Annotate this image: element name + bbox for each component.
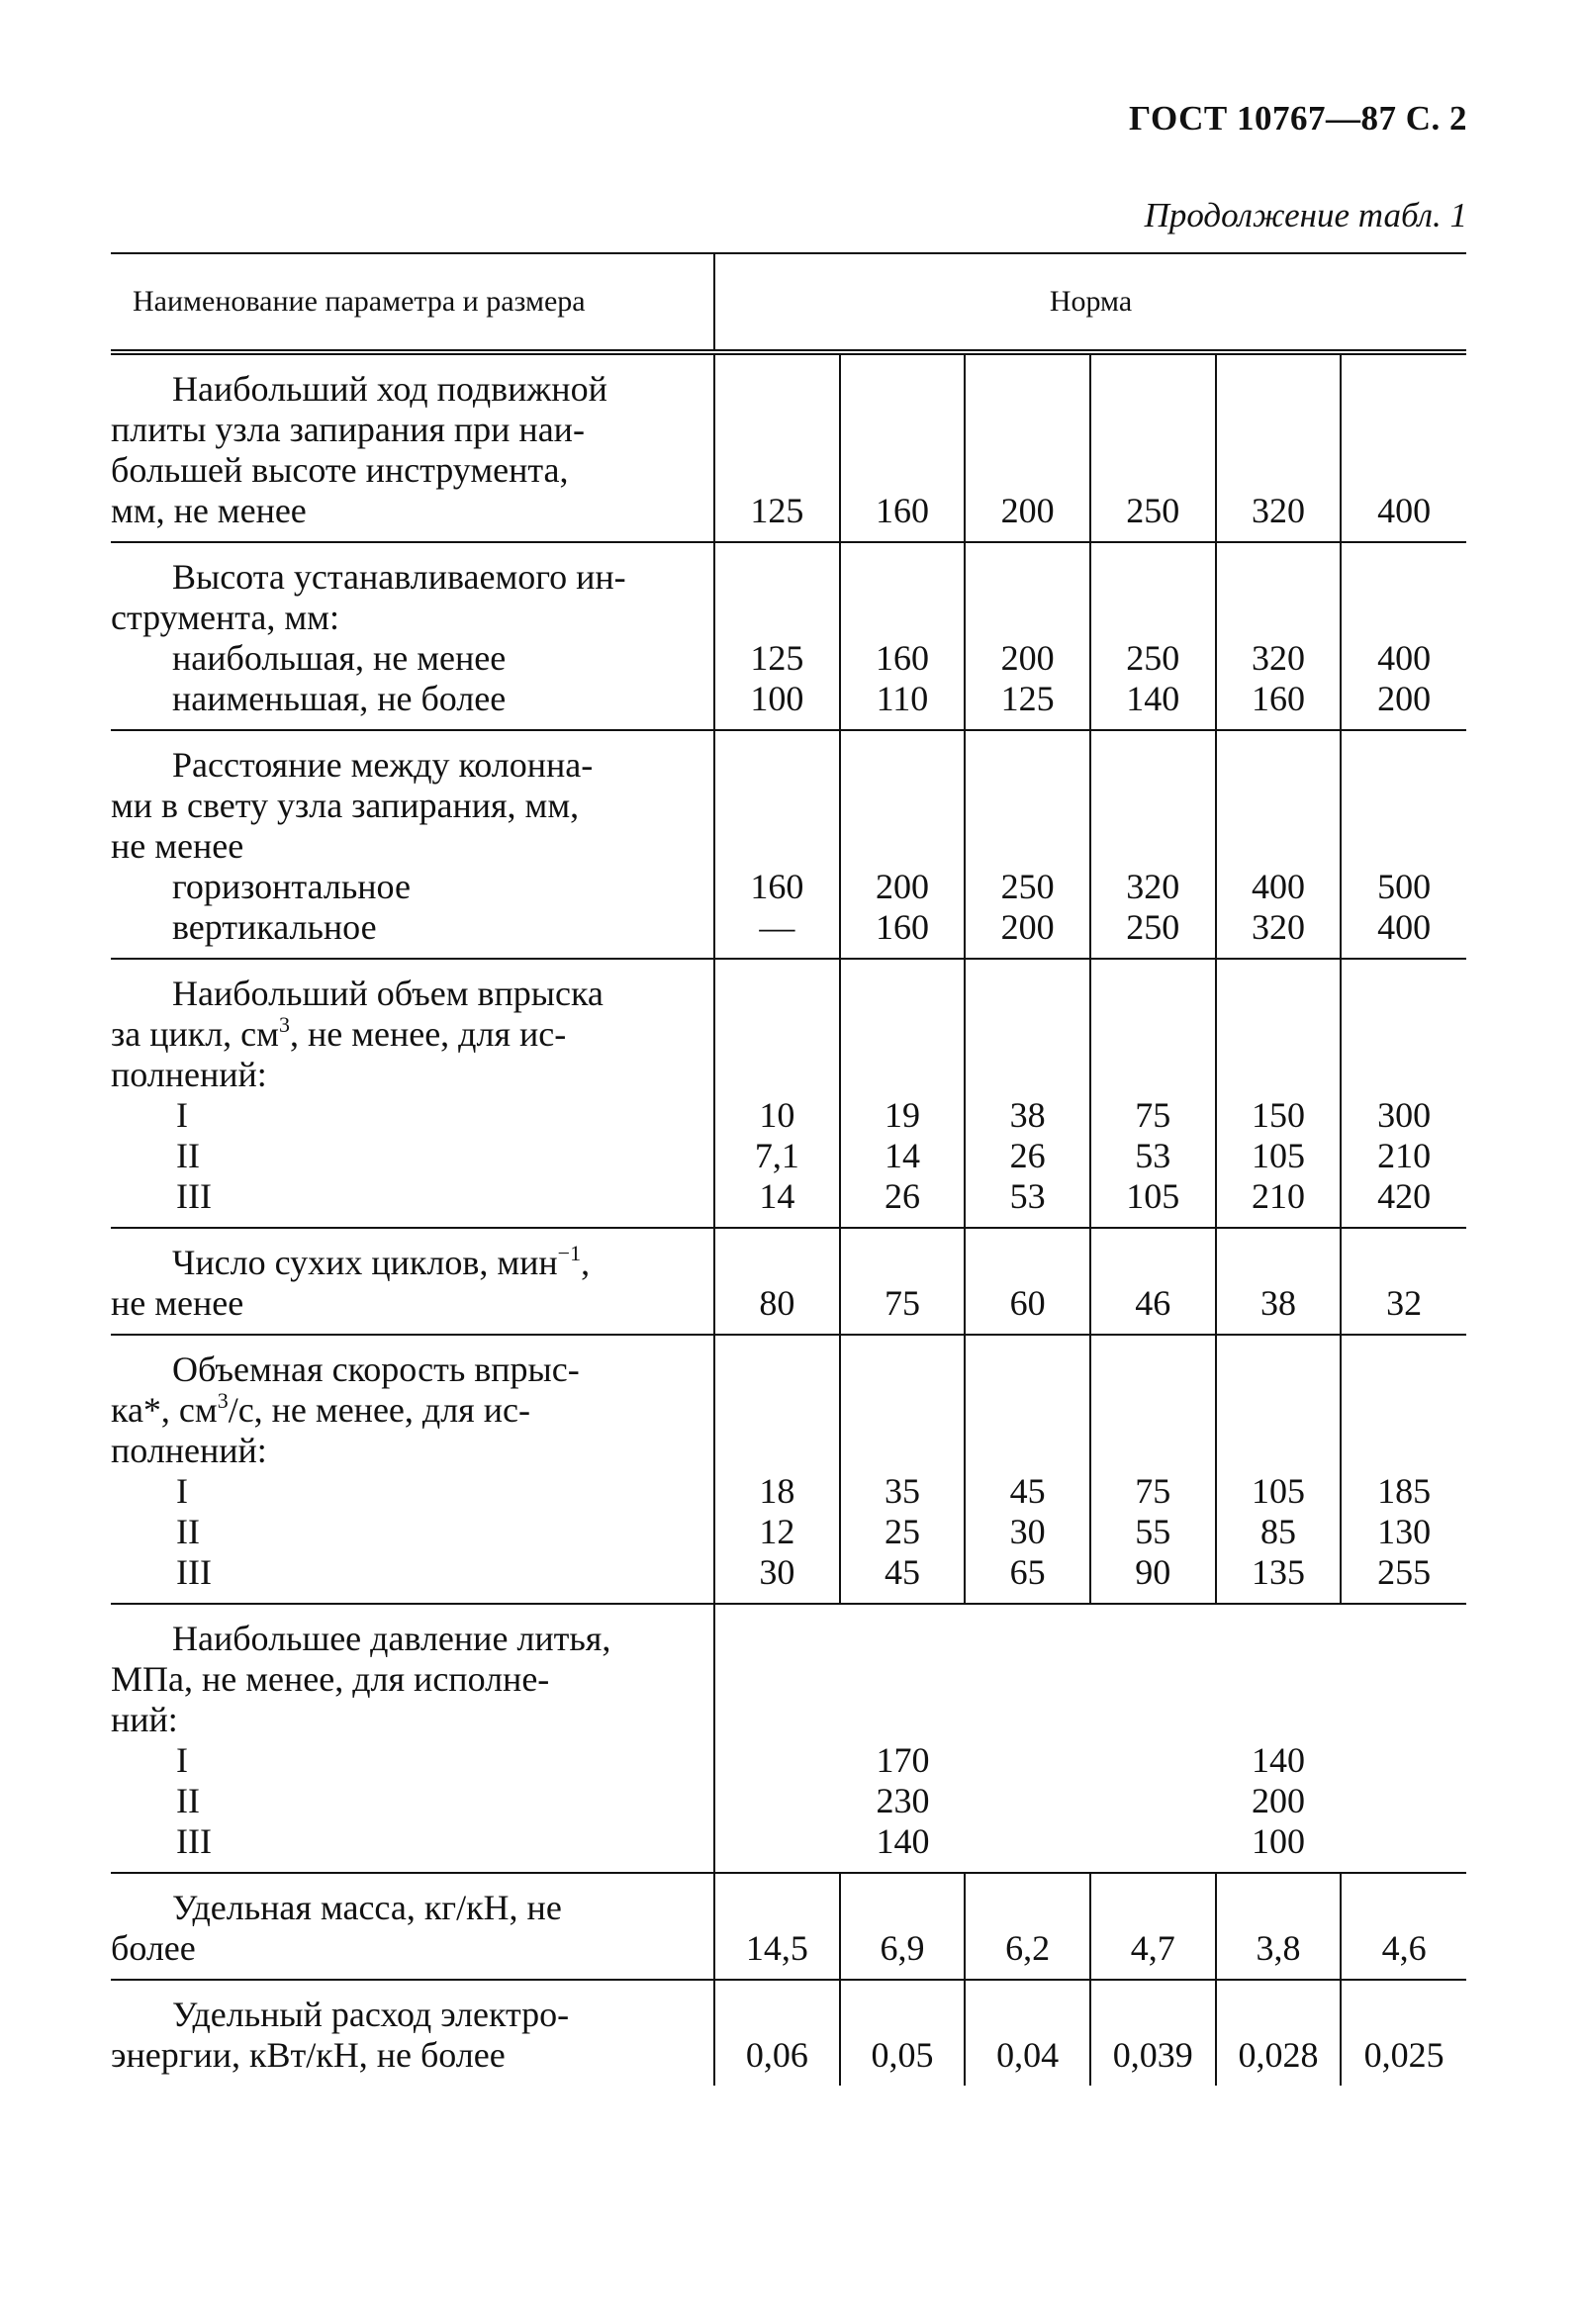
value-cell <box>840 730 966 959</box>
value: 100 <box>750 679 804 718</box>
value-cell: 80 <box>714 1228 840 1335</box>
table-row-specific-mass <box>111 1873 1466 1980</box>
superscript: 3 <box>278 1012 290 1037</box>
parameter-line: ми в свету узла запирания, мм, <box>111 786 580 825</box>
table-row-column-distance <box>111 730 1466 959</box>
value-cell <box>1090 1335 1216 1604</box>
value-cell: 320 <box>1216 352 1342 542</box>
value-cell <box>1090 959 1216 1228</box>
value: 110 <box>876 679 929 718</box>
value-cell: 3,8 <box>1216 1873 1342 1980</box>
value: 105 <box>1251 1471 1305 1511</box>
version-label: II <box>176 1781 200 1820</box>
version-label: III <box>176 1552 212 1592</box>
value-cell: 0,05 <box>840 1980 966 2086</box>
value-cell <box>840 1335 966 1604</box>
value: 320 <box>1126 867 1180 906</box>
value-cell: 160 <box>840 352 966 542</box>
table-row-energy-consumption <box>111 1980 1466 2086</box>
value-cell-merged-left <box>714 1604 1090 1873</box>
value-cell <box>714 730 840 959</box>
parameter-subline: наименьшая, не более <box>172 679 507 718</box>
value-cell: 6,9 <box>840 1873 966 1980</box>
parameter-line: полнений: <box>111 1055 267 1094</box>
value-cell: 38 <box>1216 1228 1342 1335</box>
value: 210 <box>1251 1176 1305 1216</box>
value: 185 <box>1377 1471 1432 1511</box>
value-cell: 60 <box>965 1228 1090 1335</box>
value-cell: 6,2 <box>965 1873 1090 1980</box>
parameter-cell <box>111 1228 714 1335</box>
value-cell <box>1341 959 1466 1228</box>
value: 14 <box>759 1176 795 1216</box>
value-cell: 250 <box>1090 352 1216 542</box>
parameter-line: энергии, кВт/кН, не более <box>111 2035 506 2075</box>
value: — <box>759 907 795 947</box>
value: 19 <box>884 1095 920 1135</box>
value: 10 <box>759 1095 795 1135</box>
table-row-dry-cycles <box>111 1228 1466 1335</box>
value: 45 <box>884 1552 920 1592</box>
table-row-injection-rate <box>111 1335 1466 1604</box>
parameter-line: мм, не менее <box>111 491 307 530</box>
spec-table <box>111 252 1466 2086</box>
value: 210 <box>1377 1136 1432 1175</box>
column-header-parameter: Наименование параметра и размера <box>111 253 714 352</box>
parameter-cell <box>111 1980 714 2086</box>
value-cell <box>714 542 840 730</box>
version-label: II <box>176 1136 200 1175</box>
value: 7,1 <box>754 1136 799 1175</box>
value: 420 <box>1377 1176 1432 1216</box>
value: 26 <box>1009 1136 1046 1175</box>
document-number: ГОСТ 10767—87 С. 2 <box>1129 99 1467 138</box>
value: 200 <box>1000 638 1055 678</box>
parameter-line: струмента, мм: <box>111 598 339 637</box>
value: 400 <box>1377 907 1432 947</box>
value: 230 <box>876 1781 930 1820</box>
table-row-max-stroke <box>111 352 1466 542</box>
value-cell <box>1341 1335 1466 1604</box>
parameter-line: Наибольший ход подвижной <box>172 369 607 409</box>
parameter-cell <box>111 352 714 542</box>
version-label: I <box>176 1740 188 1780</box>
value: 140 <box>1251 1740 1305 1780</box>
value: 200 <box>1377 679 1432 718</box>
parameter-line: Наибольший объем впрыска <box>172 974 604 1013</box>
version-label: III <box>176 1176 212 1216</box>
parameter-subline: горизонтальное <box>172 867 411 906</box>
parameter-line: МПа, не менее, для исполне- <box>111 1659 550 1699</box>
parameter-subline: наибольшая, не менее <box>172 638 507 678</box>
value-cell <box>1090 542 1216 730</box>
parameter-line: Наибольшее давление литья, <box>172 1619 611 1658</box>
value-cell: 125 <box>714 352 840 542</box>
value-cell <box>1216 542 1342 730</box>
parameter-line: плиты узла запирания при наи- <box>111 410 585 449</box>
value-cell: 0,06 <box>714 1980 840 2086</box>
parameter-line: более <box>111 1928 196 1968</box>
value-cell <box>840 959 966 1228</box>
value: 12 <box>759 1512 795 1551</box>
value: 135 <box>1251 1552 1305 1592</box>
superscript: −1 <box>557 1241 582 1265</box>
value: 75 <box>1135 1471 1171 1511</box>
value-cell: 0,028 <box>1216 1980 1342 2086</box>
parameter-cell <box>111 1604 714 1873</box>
table-row-max-pressure <box>111 1604 1466 1873</box>
value-cell <box>1216 730 1342 959</box>
value: 400 <box>1377 638 1432 678</box>
value-cell: 0,025 <box>1363 2035 1444 2075</box>
parameter-line: ний: <box>111 1700 178 1739</box>
parameter-line: не менее <box>111 1283 244 1323</box>
value: 53 <box>1009 1176 1046 1216</box>
value-cell <box>965 959 1090 1228</box>
value: 18 <box>759 1471 795 1511</box>
version-label: III <box>176 1821 212 1861</box>
value: 14 <box>884 1136 920 1175</box>
value: 25 <box>884 1512 920 1551</box>
superscript: 3 <box>217 1388 229 1413</box>
value: 140 <box>1126 679 1180 718</box>
parameter-text: , не менее, для ис- <box>289 1014 567 1054</box>
value-cell: 75 <box>840 1228 966 1335</box>
value: 53 <box>1135 1136 1171 1175</box>
parameter-subline: вертикальное <box>172 907 377 947</box>
value: 160 <box>875 638 929 678</box>
value: 125 <box>1000 679 1055 718</box>
value: 200 <box>1251 1781 1305 1820</box>
parameter-line <box>111 1243 698 1283</box>
value: 500 <box>1377 867 1432 906</box>
parameter-cell <box>111 1335 714 1604</box>
value-cell <box>1216 959 1342 1228</box>
table-header-row <box>111 253 1466 352</box>
version-label: II <box>176 1512 200 1551</box>
value: 100 <box>1251 1821 1305 1861</box>
parameter-line: полнений: <box>111 1431 267 1470</box>
value: 250 <box>1126 638 1180 678</box>
parameter-cell <box>111 959 714 1228</box>
column-header-norm: Норма <box>714 253 1466 352</box>
value: 38 <box>1009 1095 1046 1135</box>
version-label: I <box>176 1471 188 1511</box>
parameter-text: ка*, см <box>111 1390 218 1430</box>
parameter-line: Объемная скорость впрыс- <box>172 1349 580 1389</box>
value: 250 <box>1000 867 1055 906</box>
parameter-text: /с, не менее, для ис- <box>228 1390 530 1430</box>
value: 140 <box>876 1821 930 1861</box>
value-cell <box>965 730 1090 959</box>
parameter-line: Удельный расход электро- <box>172 1995 570 2034</box>
parameter-cell <box>111 542 714 730</box>
value-cell: 32 <box>1341 1228 1466 1335</box>
value: 85 <box>1259 1512 1296 1551</box>
value-cell <box>840 542 966 730</box>
value: 300 <box>1377 1095 1432 1135</box>
table-continuation-caption: Продолжение табл. 1 <box>1144 196 1467 234</box>
value-cell: 200 <box>965 352 1090 542</box>
value-cell: 0,04 <box>965 1980 1090 2086</box>
parameter-line: Расстояние между колонна- <box>172 745 594 785</box>
value: 150 <box>1251 1095 1305 1135</box>
value: 75 <box>1135 1095 1171 1135</box>
value-cell <box>714 959 840 1228</box>
value-cell <box>1216 1335 1342 1604</box>
value: 26 <box>884 1176 920 1216</box>
value: 160 <box>1251 679 1305 718</box>
value: 200 <box>875 867 929 906</box>
value-cell <box>1341 542 1466 730</box>
value-cell <box>965 1335 1090 1604</box>
value: 45 <box>1009 1471 1046 1511</box>
parameter-text: за цикл, см <box>111 1014 279 1054</box>
parameter-cell <box>111 730 714 959</box>
parameter-text: , <box>581 1243 591 1282</box>
parameter-line <box>111 1014 698 1055</box>
table-row-tool-height <box>111 542 1466 730</box>
value: 125 <box>750 638 804 678</box>
value: 255 <box>1377 1552 1432 1592</box>
value-cell: 46 <box>1090 1228 1216 1335</box>
parameter-line: не менее <box>111 826 244 866</box>
value-cell: 14,5 <box>714 1873 840 1980</box>
value: 105 <box>1126 1176 1180 1216</box>
value: 200 <box>1000 907 1055 947</box>
parameter-text: Число сухих циклов, мин <box>172 1243 558 1282</box>
value: 400 <box>1251 867 1305 906</box>
version-label: I <box>176 1095 188 1135</box>
value-cell: 0,039 <box>1090 1980 1216 2086</box>
value: 130 <box>1377 1512 1432 1551</box>
spec-table-container <box>111 252 1466 2086</box>
value-cell: 4,7 <box>1090 1873 1216 1980</box>
value: 35 <box>884 1471 920 1511</box>
value: 320 <box>1251 638 1305 678</box>
parameter-cell <box>111 1873 714 1980</box>
value: 250 <box>1126 907 1180 947</box>
value: 65 <box>1009 1552 1046 1592</box>
value: 30 <box>759 1552 795 1592</box>
value-cell <box>1341 730 1466 959</box>
value: 320 <box>1251 907 1305 947</box>
value: 90 <box>1135 1552 1171 1592</box>
parameter-line: Удельная масса, кг/кН, не <box>172 1888 562 1927</box>
value-cell: 4,6 <box>1341 1873 1466 1980</box>
value: 30 <box>1009 1512 1046 1551</box>
value: 105 <box>1251 1136 1305 1175</box>
value-cell-merged-right <box>1090 1604 1466 1873</box>
parameter-line: Высота устанавливаемого ин- <box>172 557 626 597</box>
value-cell: 400 <box>1341 352 1466 542</box>
value-cell <box>965 542 1090 730</box>
value: 160 <box>750 867 804 906</box>
value-cell <box>1090 730 1216 959</box>
value: 170 <box>876 1740 930 1780</box>
table-row-shot-volume <box>111 959 1466 1228</box>
value: 160 <box>875 907 929 947</box>
parameter-line: большей высоте инструмента, <box>111 450 569 490</box>
parameter-line <box>111 1390 698 1431</box>
value-cell <box>714 1335 840 1604</box>
value: 55 <box>1135 1512 1171 1551</box>
